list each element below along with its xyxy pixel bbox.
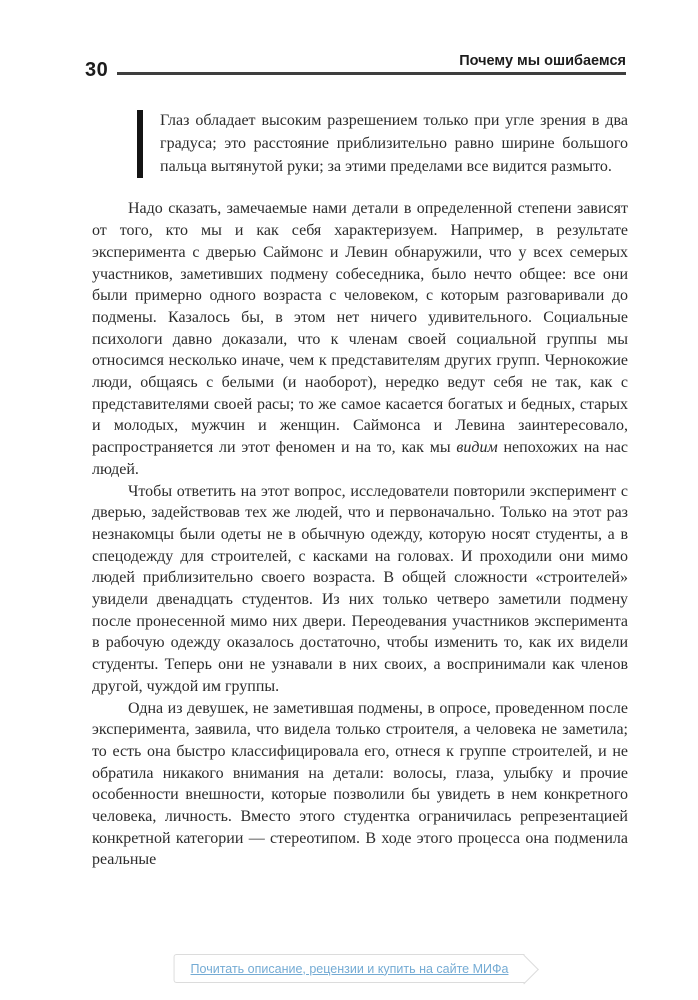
block-quote-text: Глаз обладает высоким разрешением только при угле зрения в два градуса; это расстояние приблизительно равно ширине большого пальца вытянутой руки; за этими пределами все видится размыто. [160, 112, 628, 175]
buy-link[interactable]: Почитать описание, рецензии и купить на сайте МИФа [190, 961, 509, 976]
paragraph-1 [92, 198, 628, 480]
page-content [92, 110, 628, 871]
paragraph-1-italic-word: видим [456, 439, 498, 457]
page-header [85, 52, 626, 80]
paragraph-3: Одна из девушек, не заметившая подмены, в опросе, проведенном после эксперимента, заявила, что видела только строителя, а человека не заметила; то есть она быстро классифицировала его, отнеся к группе строителей, и не обратила никакого внимания на детали: волосы, глаза, улыбку и прочие особенности внешности, которые позволили бы увидеть в нем конкретного человека, личность. Вместо этого студентка ограничилась репрезентацией конкретной категории — стереотипом. В ходе этого процесса она подменила реальные [92, 699, 628, 869]
running-title: Почему мы ошибаемся [459, 53, 626, 69]
paragraph-1-text-end: непохожих на нас людей. [92, 439, 628, 478]
paragraph-2: Чтобы ответить на этот вопрос, исследователи повторили эксперимент с дверью, задействовав тех же людей, что и первоначально. Только на этот раз незнакомцы были одеты не в обычную одежду, которую носят студенты, а в спецодежду для строителей, с касками на головах. И проходили они мимо людей приблизительно своего возраста. В общей сложности «строителей» увидели двенадцать студентов. Из них только четверо заметили подмену после пронесенной мимо них двери. Переодевания участников эксперимента в рабочую одежду оказалось достаточно, чтобы изменить то, как их видели студенты. Теперь они не узнавали в них своих, а воспринимали как членов другой, чуждой им группы. [92, 482, 628, 695]
paragraph-1-text: Надо сказать, замечаемые нами детали в определенной степени зависят от того, кто мы и как себя характеризуем. Например, в результате эксперимента с дверью Саймонс и Левин обнаружили, что у всех семерых участников, заметивших подмену собеседника, было нечто общее: все они были примерно одного возраста с человеком, с которым разговаривали до подмены. Казалось бы, в этом нет ничего удивительного. Социальные психологи давно доказали, что к членам своей социальной группы мы относимся несколько иначе, чем к представителям других групп. Чернокожие люди, общаясь с белыми (и наоборот), нередко ведут себя не так, как с представителями своей расы; то же самое касается богатых и бедных, старых и молодых, мужчин и женщин. Саймонса и Левина заинтересовало, распространяется ли этот феномен и на то, как мы [92, 200, 628, 457]
header-rule [117, 52, 626, 75]
page-number: 30 [85, 59, 109, 81]
block-quote [137, 110, 628, 178]
buy-link-banner[interactable] [174, 954, 525, 983]
